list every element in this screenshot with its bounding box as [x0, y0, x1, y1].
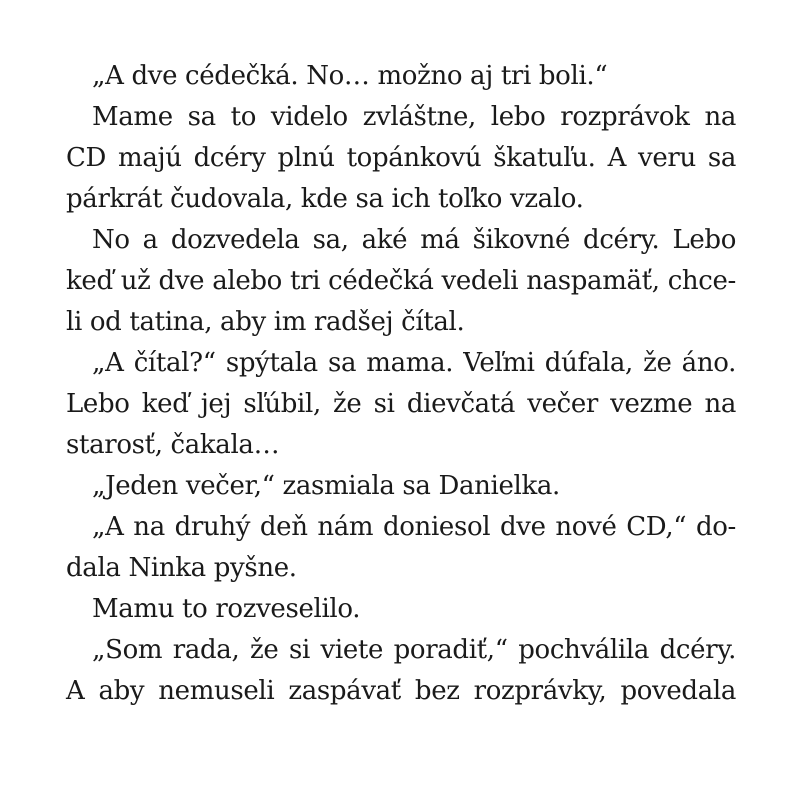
text-line: „A na druhý deň nám doniesol dve nové CD,“ do- — [92, 512, 736, 542]
text-line: „Som rada, že si viete poradiť,“ pochválila dcéry. — [92, 635, 736, 665]
text-line: li od tatina, aby im radšej čítal. — [66, 307, 465, 337]
text-line: A aby nemuseli zaspávať bez rozprávky, povedala — [66, 676, 736, 706]
text-line: Lebo keď jej sľúbil, že si dievčatá večer vezme na — [66, 389, 736, 419]
text-line: Mame sa to videlo zvláštne, lebo rozprávok na — [92, 102, 736, 132]
text-line: starosť, čakala… — [66, 430, 280, 460]
text-line: „A čítal?“ spýtala sa mama. Veľmi dúfala, že áno. — [92, 348, 736, 378]
text-line: „A dve cédečká. No… možno aj tri boli.“ — [92, 61, 608, 91]
text-line: keď už dve alebo tri cédečká vedeli naspamäť, chce- — [66, 266, 736, 296]
text-line: Mamu to rozveselilo. — [92, 594, 361, 624]
text-line: párkrát čudovala, kde sa ich toľko vzalo. — [66, 184, 584, 214]
text-line: „Jeden večer,“ zasmiala sa Danielka. — [92, 471, 560, 501]
text-line: CD majú dcéry plnú topánkovú škatuľu. A veru sa — [66, 143, 736, 173]
document-page — [66, 56, 736, 712]
text-line: No a dozvedela sa, aké má šikovné dcéry. Lebo — [92, 225, 736, 255]
text-line: dala Ninka pyšne. — [66, 553, 297, 583]
